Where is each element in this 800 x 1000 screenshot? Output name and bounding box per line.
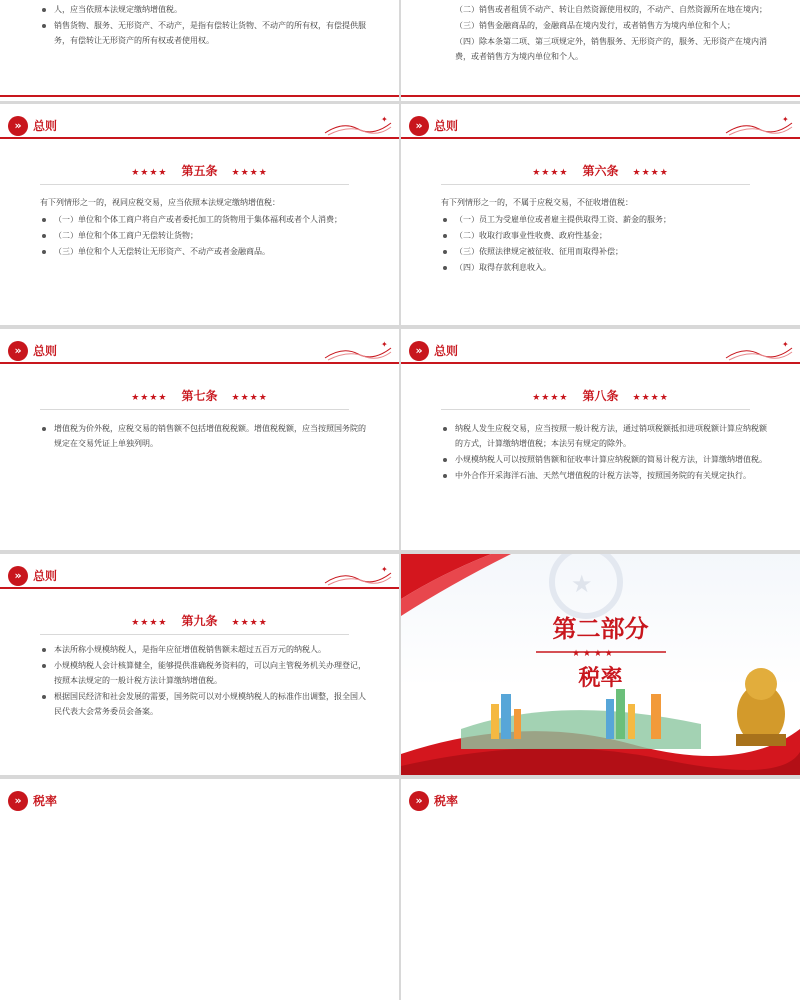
star-divider-icon — [536, 647, 666, 657]
list-item: （二）收取行政事业性收费、政府性基金； — [441, 228, 774, 243]
double-chevron-icon: » — [409, 341, 429, 361]
list-item: 中外合作开采海洋石油、天然气增值税的计税方法等，按照国务院的有关规定执行。 — [441, 468, 774, 483]
section-header — [401, 335, 800, 363]
list-item: （二）单位和个体工商户无偿转让货物； — [40, 228, 373, 243]
double-chevron-icon: » — [8, 566, 28, 586]
article-heading — [401, 162, 800, 179]
stars-right-icon: ★★★★ — [632, 168, 669, 178]
list-item: （四）除本条第二项、第三项规定外，销售服务、无形资产的，服务、无形资产在境内消费，或者销售方为境内单位和个人。 — [455, 37, 767, 61]
section-title: 税率 — [33, 794, 58, 808]
section-title: 总则 — [434, 344, 459, 358]
list-item: （二）销售或者租赁不动产、转让自然资源使用权的，不动产、自然资源所在地在境内； — [455, 5, 767, 14]
article-lead: 有下列情形之一的，视同应税交易，应当依照本法规定缴纳增值税： — [40, 198, 280, 207]
article-title: 第七条 — [181, 389, 218, 403]
list-item: （四）取得存款利息收入。 — [441, 260, 774, 275]
slide-article-9 — [0, 554, 399, 775]
list-item: 根据国民经济和社会发展的需要，国务院可以对小规模纳税人的标准作出调整，报全国人民代表大会常务委员会备案。 — [40, 689, 373, 719]
slide-rate-left — [0, 779, 399, 1000]
section-title: 总则 — [33, 344, 58, 358]
svg-text:✦: ✦ — [381, 115, 388, 124]
list-item: （三）依照法律规定被征收、征用而取得补偿； — [441, 244, 774, 259]
section-header — [401, 110, 800, 138]
section-title: 总则 — [33, 569, 58, 583]
article-items — [441, 212, 774, 276]
svg-text:✦: ✦ — [381, 565, 388, 574]
great-wall-decoration-icon — [724, 113, 794, 137]
article-items — [441, 2, 774, 65]
article-heading — [0, 612, 399, 629]
svg-text:✦: ✦ — [381, 340, 388, 349]
list-item: 小规模纳税人会计核算健全，能够提供准确税务资料的，可以向主管税务机关办理登记，按照本法规定的一般计税方法计算缴纳增值税。 — [40, 658, 373, 688]
list-item: 增值税为价外税，应税交易的销售额不包括增值税税额。增值税税额，应当按照国务院的规定在交易凭证上单独列明。 — [40, 421, 373, 451]
slide-part-two-cover — [401, 554, 800, 775]
stars-right-icon: ★★★★ — [231, 393, 268, 403]
section-header — [0, 110, 399, 138]
great-wall-decoration-icon — [323, 338, 393, 362]
section-header — [0, 560, 399, 588]
article-lead: 有下列情形之一的，不属于应税交易，不征收增值税： — [441, 198, 633, 207]
double-chevron-icon: » — [8, 791, 28, 811]
list-item: 人，应当依照本法规定缴纳增值税。 — [40, 2, 373, 17]
article-heading — [401, 387, 800, 404]
article-items — [40, 642, 373, 720]
article-items — [441, 421, 774, 484]
list-item: （一）单位和个体工商户将自产或者委托加工的货物用于集体福利或者个人消费； — [40, 212, 373, 227]
article-title: 第五条 — [181, 164, 218, 178]
great-wall-decoration-icon — [323, 113, 393, 137]
double-chevron-icon: » — [8, 116, 28, 136]
double-chevron-icon: » — [409, 116, 429, 136]
article-title: 第八条 — [582, 389, 619, 403]
part-title: 第二部分 — [552, 615, 649, 643]
list-item: （一）员工为受雇单位或者雇主提供取得工资、薪金的服务； — [441, 212, 774, 227]
part-topic: 税率 — [578, 666, 623, 691]
slide-top-right — [401, 0, 800, 101]
stars-right-icon: ★★★★ — [231, 618, 268, 628]
list-item: 纳税人发生应税交易，应当按照一般计税方法，通过销项税额抵扣进项税额计算应纳税额的方式，计算缴纳增值税；本法另有规定的除外。 — [441, 421, 774, 451]
list-item: 本法所称小规模纳税人，是指年应征增值税销售额未超过五百万元的纳税人。 — [40, 642, 373, 657]
stars-left-icon: ★★★★ — [131, 168, 168, 178]
article-items — [40, 212, 373, 260]
slide-article-5 — [0, 104, 399, 325]
list-item: 销售货物、服务、无形资产、不动产，是指有偿转让货物、不动产的所有权，有偿提供服务，有偿转让无形资产的所有权或者使用权。 — [40, 18, 373, 48]
slide-article-7 — [0, 329, 399, 550]
list-item: （三）销售金融商品的，金融商品在境内发行，或者销售方为境内单位和个人； — [455, 21, 735, 30]
double-chevron-icon: » — [8, 341, 28, 361]
svg-text:★ ★ ★ ★: ★ ★ ★ ★ — [572, 649, 613, 657]
article-items — [40, 2, 373, 49]
great-wall-decoration-icon — [323, 563, 393, 587]
section-title: 税率 — [434, 794, 459, 808]
stars-left-icon: ★★★★ — [532, 393, 569, 403]
stars-left-icon: ★★★★ — [131, 618, 168, 628]
stars-left-icon: ★★★★ — [131, 393, 168, 403]
slide-rate-right — [401, 779, 800, 1000]
stars-left-icon: ★★★★ — [532, 168, 569, 178]
slide-top-left — [0, 0, 399, 101]
section-header — [0, 335, 399, 363]
list-item: 小规模纳税人可以按照销售额和征收率计算应纳税额的简易计税方法，计算缴纳增值税。 — [441, 452, 774, 467]
list-item: （三）单位和个人无偿转让无形资产、不动产或者金融商品。 — [40, 244, 373, 259]
slide-article-8 — [401, 329, 800, 550]
section-header — [0, 785, 399, 813]
stars-right-icon: ★★★★ — [231, 168, 268, 178]
slide-article-6 — [401, 104, 800, 325]
section-title: 总则 — [434, 119, 459, 133]
article-items — [40, 421, 373, 452]
great-wall-decoration-icon — [724, 338, 794, 362]
article-heading — [0, 387, 399, 404]
section-title: 总则 — [33, 119, 58, 133]
svg-text:✦: ✦ — [782, 340, 789, 349]
section-header — [401, 785, 800, 813]
svg-text:✦: ✦ — [782, 115, 789, 124]
article-heading — [0, 162, 399, 179]
stars-right-icon: ★★★★ — [632, 393, 669, 403]
article-title: 第六条 — [582, 164, 619, 178]
svg-text:★: ★ — [571, 570, 593, 598]
article-title: 第九条 — [181, 614, 218, 628]
double-chevron-icon: » — [409, 791, 429, 811]
